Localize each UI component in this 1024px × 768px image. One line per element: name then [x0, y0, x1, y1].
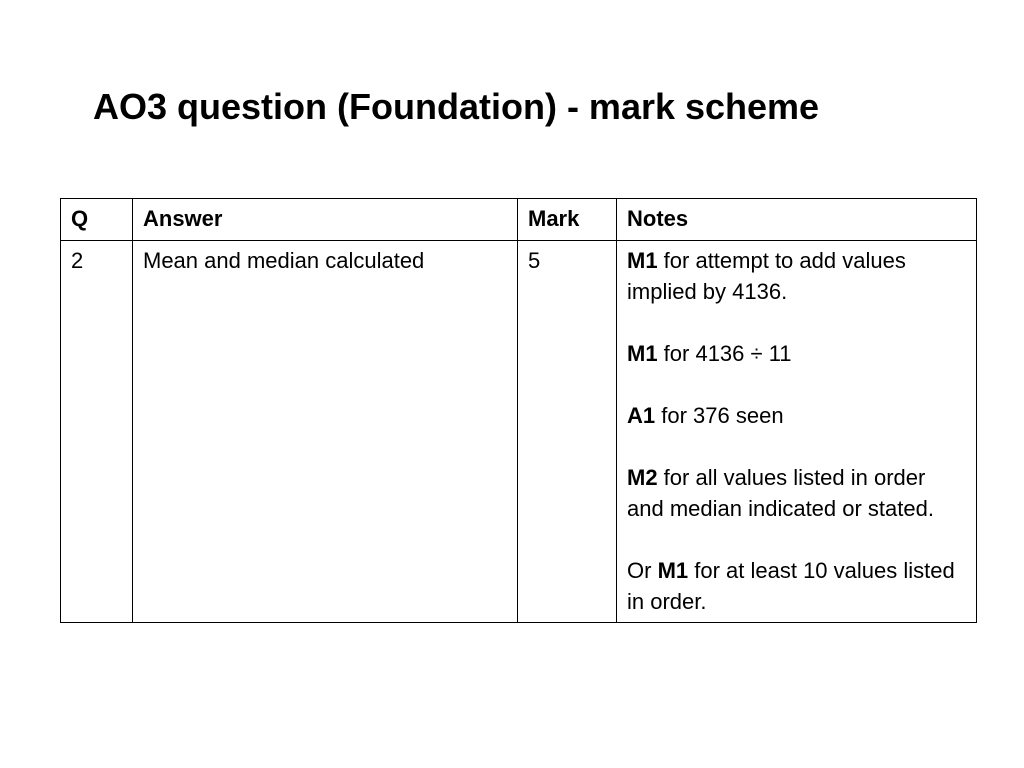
- note-text: for 4136 ÷ 11: [657, 341, 792, 366]
- header-notes: Notes: [617, 199, 977, 241]
- note-mark-code: M1: [657, 558, 689, 583]
- note-mark-code: M2: [627, 465, 658, 490]
- table-row: [61, 241, 977, 623]
- table-header-row: [61, 199, 977, 241]
- note-item: [627, 245, 966, 307]
- cell-mark: 5: [518, 241, 617, 623]
- cell-q: 2: [61, 241, 133, 623]
- header-q: Q: [61, 199, 133, 241]
- note-prefix: Or: [627, 558, 658, 583]
- note-item: [627, 338, 966, 369]
- mark-scheme-table: [60, 198, 977, 623]
- note-text: for attempt to add values implied by 4136.: [627, 248, 906, 304]
- note-text: for 376 seen: [655, 403, 784, 428]
- cell-notes: [617, 241, 977, 623]
- note-mark-code: A1: [627, 403, 656, 428]
- note-text: for all values listed in order and median indicated or stated.: [627, 465, 934, 521]
- note-item: [627, 400, 966, 431]
- note-mark-code: M1: [627, 248, 658, 273]
- note-mark-code: M1: [627, 341, 658, 366]
- header-answer: Answer: [133, 199, 518, 241]
- note-item: [627, 462, 966, 524]
- header-mark: Mark: [518, 199, 617, 241]
- cell-answer: Mean and median calculated: [133, 241, 518, 623]
- slide-title: AO3 question (Foundation) - mark scheme: [93, 86, 820, 127]
- note-text: for at least 10 values listed in order.: [627, 558, 955, 614]
- note-item: [627, 555, 966, 617]
